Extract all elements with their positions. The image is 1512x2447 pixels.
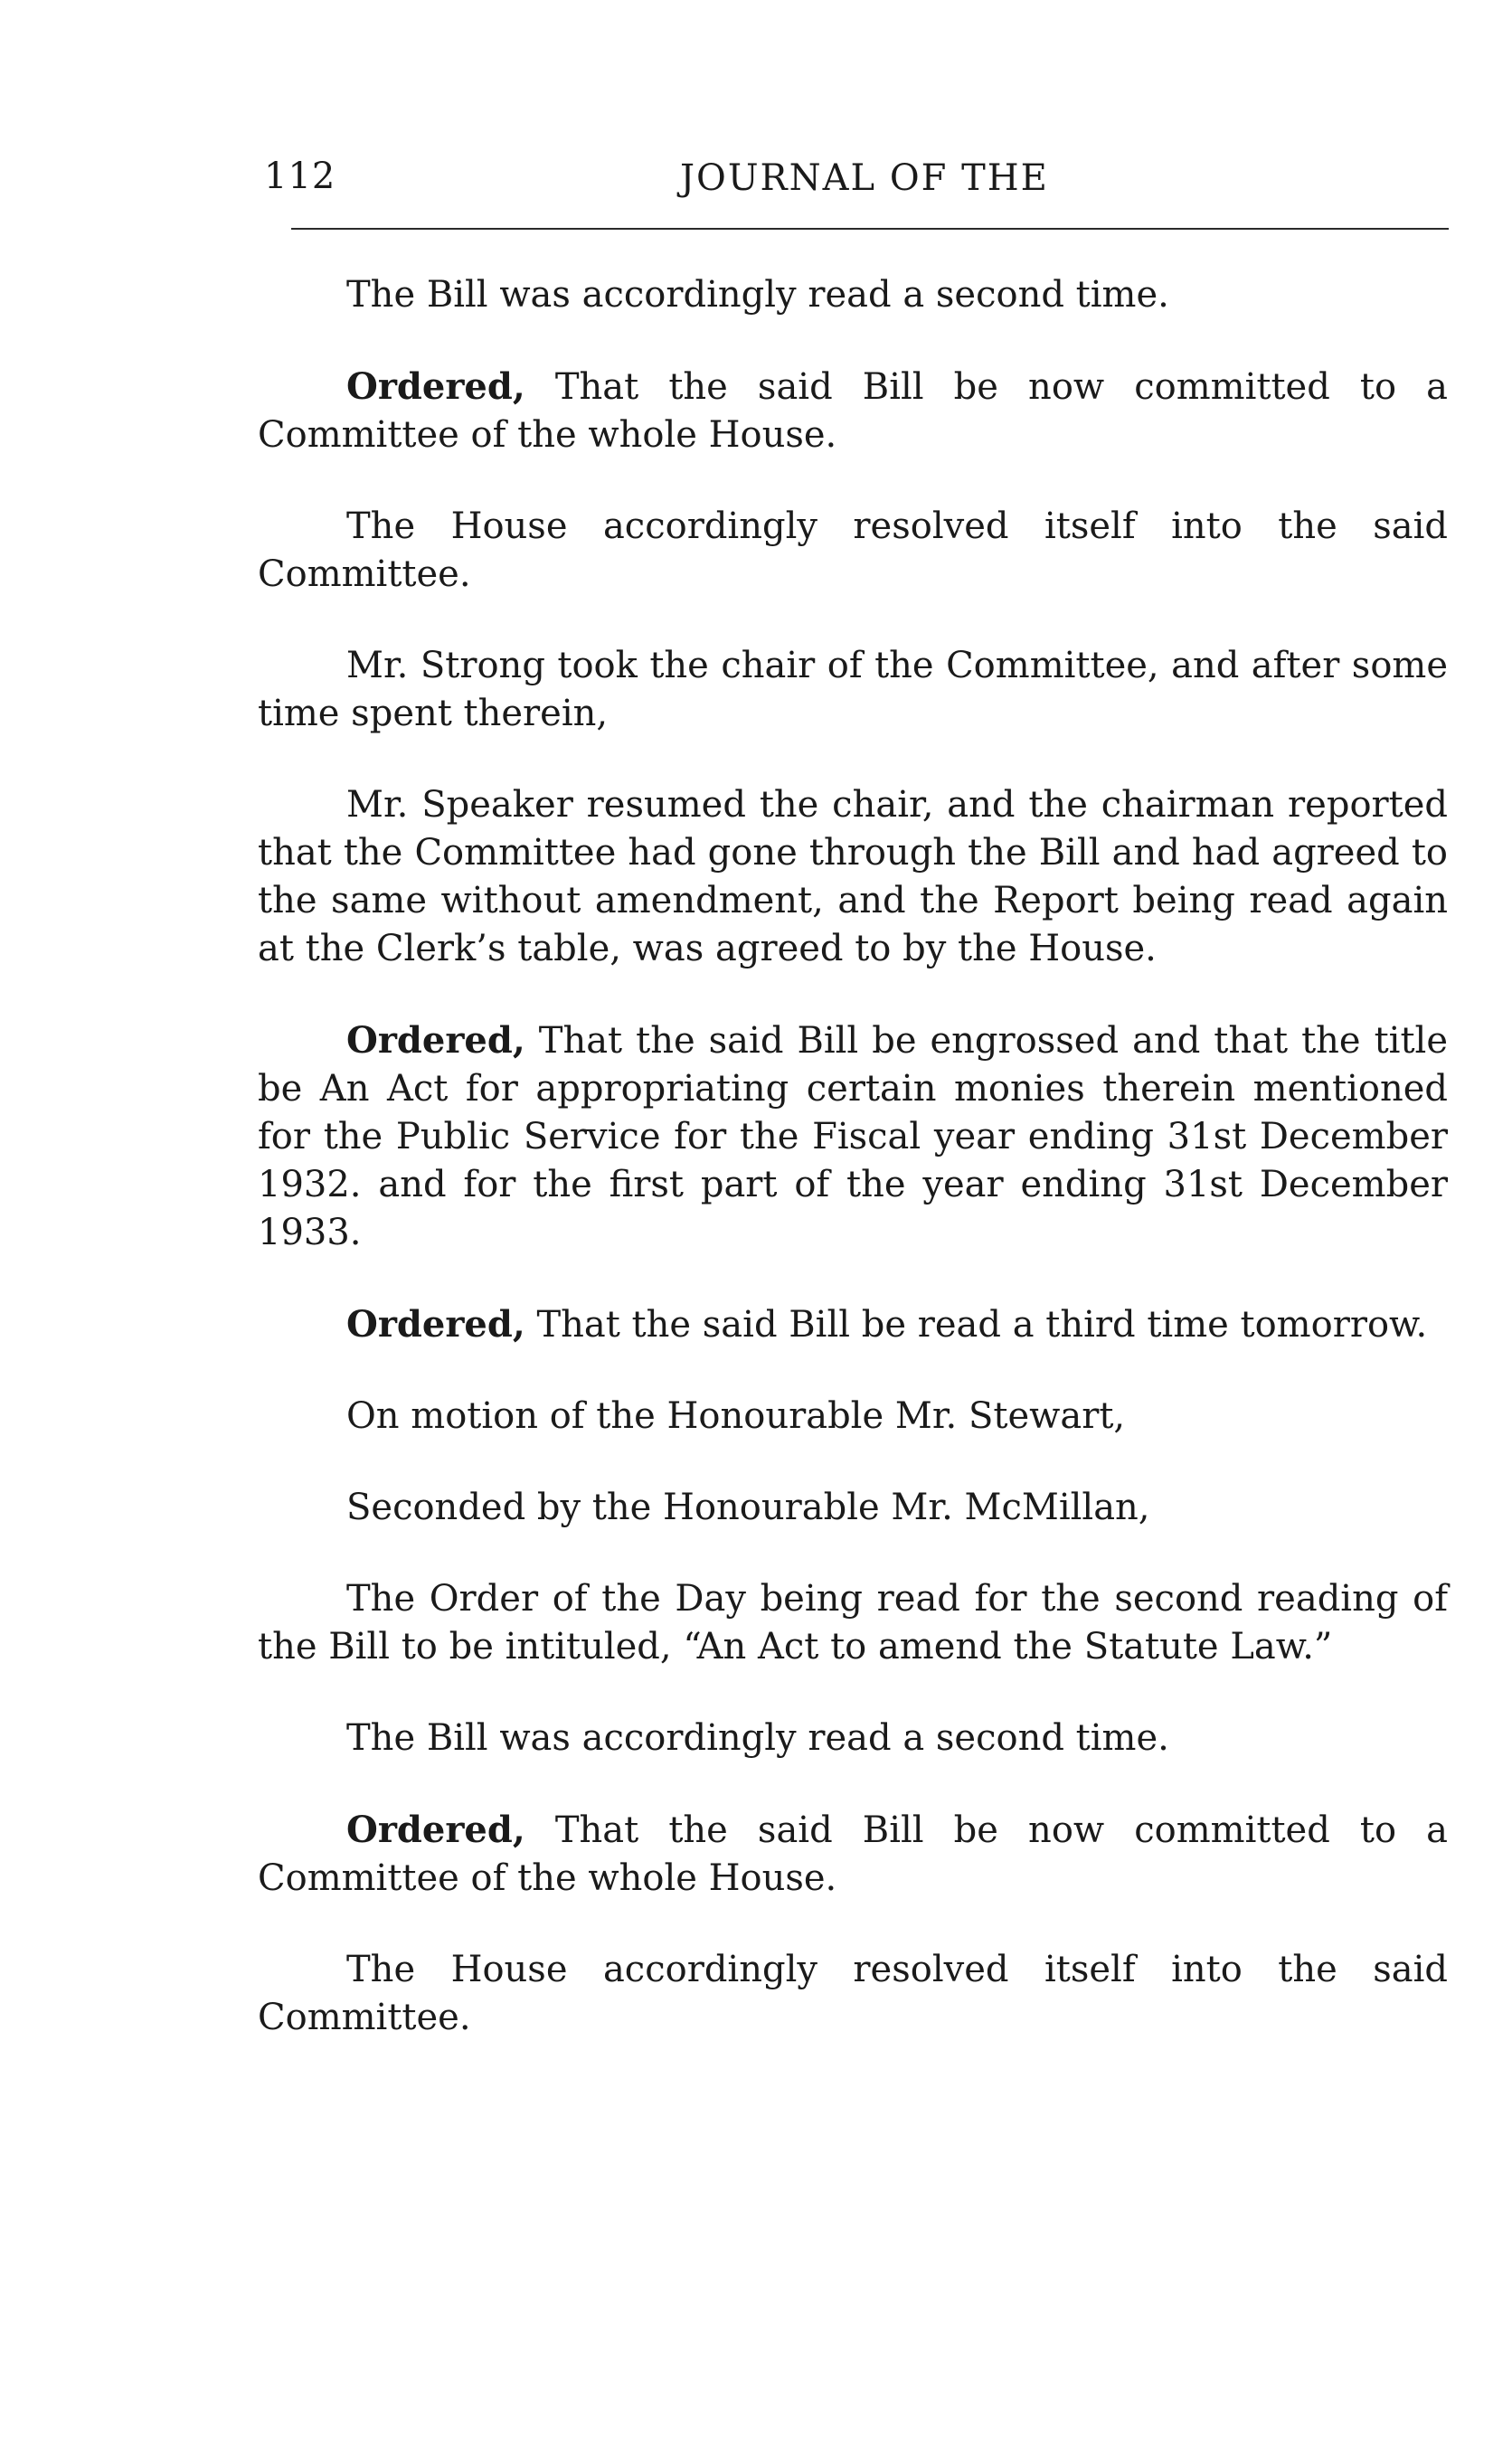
paragraph-text: That the said Bill be read a third time tomorrow. [524,1304,1428,1346]
paragraph [258,781,1448,973]
paragraph-lead: Ordered, [346,1303,525,1346]
paragraph [258,642,1448,738]
paragraph-text: That the said Bill be engrossed and that the title be An Act for appropriating certain monies therein mentioned for the Public Service for the Fiscal year ending 31st December 1932. and for the first part of the year ending 31st December 1933. [258,1020,1448,1253]
journal-body [258,271,1448,2085]
paragraph-text: On motion of the Honourable Mr. Stewart, [346,1395,1126,1437]
paragraph [258,1393,1448,1441]
paragraph-text: The Bill was accordingly read a second time. [346,274,1169,316]
page-header [264,156,1449,210]
paragraph-lead: Ordered, [346,1019,525,1062]
paragraph-text: That the said Bill be now committed to a Committee of the whole House. [258,366,1448,456]
paragraph [258,363,1448,459]
paragraph [258,271,1448,319]
paragraph-text: The House accordingly resolved itself into the said Committee. [258,1949,1448,2038]
paragraph-lead: Ordered, [346,365,525,408]
paragraph-text: The House accordingly resolved itself into the said Committee. [258,505,1448,595]
paragraph-text: Mr. Speaker resumed the chair, and the chairman reported that the Committee had gone through the Bill and had agreed to the same without amendment, and the Report being read again at the Clerk’s table, was agreed to by the House. [258,784,1448,969]
paragraph-text: The Bill was accordingly read a second time. [346,1717,1169,1759]
paragraph-text: The Order of the Day being read for the second reading of the Bill to be intituled, “An Act to amend the Statute Law.” [258,1578,1448,1668]
paragraph [258,1016,1448,1257]
running-title: JOURNAL OF THE [680,157,1049,199]
paragraph [258,1715,1448,1762]
paragraph [258,503,1448,599]
paragraph-text: That the said Bill be now committed to a Committee of the whole House. [258,1809,1448,1899]
paragraph [258,1300,1448,1349]
paragraph-text: Seconded by the Honourable Mr. McMillan, [346,1487,1150,1528]
paragraph-text: Mr. Strong took the chair of the Committee, and after some time spent therein, [258,645,1448,734]
header-rule [291,228,1449,230]
paragraph-lead: Ordered, [346,1809,525,1851]
paragraph [258,1946,1448,2042]
page-number: 112 [264,156,336,197]
paragraph [258,1575,1448,1671]
paragraph [258,1806,1448,1903]
paragraph [258,1484,1448,1532]
